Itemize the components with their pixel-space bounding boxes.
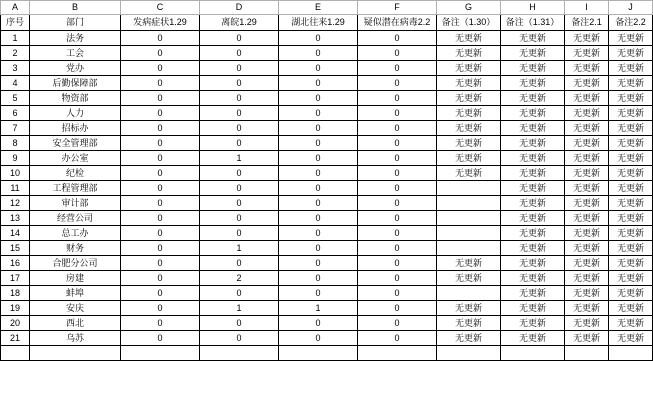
table-cell[interactable]: 无更新: [609, 286, 653, 301]
table-cell[interactable]: 12: [1, 196, 30, 211]
table-cell[interactable]: 无更新: [437, 61, 501, 76]
column-header-h[interactable]: H: [501, 1, 565, 15]
table-cell[interactable]: 0: [121, 76, 200, 91]
table-cell[interactable]: 西北: [30, 316, 121, 331]
table-cell[interactable]: 0: [121, 46, 200, 61]
table-row[interactable]: [1, 166, 653, 181]
table-cell[interactable]: 无更新: [501, 316, 565, 331]
table-cell[interactable]: 1: [1, 31, 30, 46]
table-cell[interactable]: 21: [1, 331, 30, 346]
column-header-a[interactable]: A: [1, 1, 30, 15]
table-cell[interactable]: 无更新: [565, 271, 609, 286]
table-cell[interactable]: 无更新: [565, 91, 609, 106]
table-cell[interactable]: 0: [121, 331, 200, 346]
table-cell[interactable]: 无更新: [501, 106, 565, 121]
table-cell[interactable]: [200, 346, 279, 361]
table-header-cell[interactable]: 备注2.1: [565, 15, 609, 31]
table-cell[interactable]: 0: [358, 286, 437, 301]
table-cell[interactable]: 16: [1, 256, 30, 271]
table-cell[interactable]: 无更新: [609, 226, 653, 241]
table-cell[interactable]: 无更新: [609, 196, 653, 211]
table-cell[interactable]: 0: [121, 301, 200, 316]
table-cell[interactable]: [565, 346, 609, 361]
table-cell[interactable]: 无更新: [565, 196, 609, 211]
column-header-g[interactable]: G: [437, 1, 501, 15]
table-cell[interactable]: 0: [121, 151, 200, 166]
table-cell[interactable]: 无更新: [565, 106, 609, 121]
table-cell[interactable]: 无更新: [437, 136, 501, 151]
table-cell[interactable]: 4: [1, 76, 30, 91]
table-row[interactable]: [1, 196, 653, 211]
table-cell[interactable]: 无更新: [501, 181, 565, 196]
table-cell[interactable]: 0: [279, 331, 358, 346]
table-cell[interactable]: 无更新: [565, 151, 609, 166]
table-row[interactable]: [1, 31, 653, 46]
table-cell[interactable]: 工程管理部: [30, 181, 121, 196]
table-cell[interactable]: 0: [358, 331, 437, 346]
column-header-c[interactable]: C: [121, 1, 200, 15]
table-row[interactable]: [1, 121, 653, 136]
table-cell[interactable]: 0: [358, 271, 437, 286]
table-cell[interactable]: 无更新: [501, 76, 565, 91]
table-cell[interactable]: 无更新: [609, 91, 653, 106]
table-cell[interactable]: 1: [200, 151, 279, 166]
table-cell[interactable]: 0: [200, 136, 279, 151]
table-cell[interactable]: 无更新: [501, 61, 565, 76]
table-cell[interactable]: 0: [121, 196, 200, 211]
table-cell[interactable]: 0: [358, 61, 437, 76]
table-cell[interactable]: 0: [121, 271, 200, 286]
table-cell[interactable]: 0: [121, 31, 200, 46]
table-row[interactable]: [1, 241, 653, 256]
table-cell[interactable]: 无更新: [437, 166, 501, 181]
table-cell[interactable]: 0: [121, 211, 200, 226]
table-cell[interactable]: 物资部: [30, 91, 121, 106]
table-cell[interactable]: [437, 241, 501, 256]
table-cell[interactable]: 0: [358, 46, 437, 61]
table-header-row: [1, 15, 653, 31]
table-cell[interactable]: 0: [358, 196, 437, 211]
table-header-cell[interactable]: 离皖1.29: [200, 15, 279, 31]
table-cell[interactable]: 无更新: [437, 106, 501, 121]
table-cell[interactable]: 0: [279, 136, 358, 151]
table-cell[interactable]: 无更新: [609, 136, 653, 151]
table-cell[interactable]: 无更新: [501, 241, 565, 256]
table-cell[interactable]: 无更新: [501, 301, 565, 316]
table-cell[interactable]: 党办: [30, 61, 121, 76]
table-cell[interactable]: 0: [358, 166, 437, 181]
table-cell[interactable]: 无更新: [565, 211, 609, 226]
table-cell[interactable]: 房建: [30, 271, 121, 286]
table-row[interactable]: [1, 271, 653, 286]
table-cell[interactable]: 无更新: [565, 181, 609, 196]
table-cell[interactable]: 无更新: [565, 31, 609, 46]
table-cell[interactable]: 无更新: [501, 166, 565, 181]
table-cell[interactable]: 无更新: [437, 316, 501, 331]
table-cell[interactable]: 无更新: [609, 61, 653, 76]
table-cell[interactable]: 0: [279, 316, 358, 331]
table-header-cell[interactable]: 备注（1.30）: [437, 15, 501, 31]
table-cell[interactable]: 无更新: [501, 31, 565, 46]
table-cell[interactable]: 无更新: [437, 121, 501, 136]
table-cell[interactable]: 无更新: [437, 271, 501, 286]
table-cell[interactable]: 无更新: [501, 136, 565, 151]
table-cell[interactable]: [609, 346, 653, 361]
table-row[interactable]: [1, 331, 653, 346]
table-cell[interactable]: 无更新: [609, 331, 653, 346]
table-cell[interactable]: 办公室: [30, 151, 121, 166]
table-cell[interactable]: 0: [279, 256, 358, 271]
table-cell[interactable]: 无更新: [565, 226, 609, 241]
table-cell[interactable]: 0: [121, 286, 200, 301]
table-cell[interactable]: 9: [1, 151, 30, 166]
table-header-cell[interactable]: 序号: [1, 15, 30, 31]
table-cell[interactable]: 无更新: [565, 286, 609, 301]
table-cell[interactable]: 无更新: [437, 76, 501, 91]
table-cell[interactable]: 0: [279, 46, 358, 61]
table-cell[interactable]: 0: [279, 91, 358, 106]
table-cell[interactable]: 1: [200, 241, 279, 256]
table-cell[interactable]: 无更新: [437, 46, 501, 61]
table-cell[interactable]: 无更新: [501, 91, 565, 106]
table-cell[interactable]: 0: [121, 121, 200, 136]
table-cell[interactable]: 审计部: [30, 196, 121, 211]
table-cell[interactable]: 0: [358, 151, 437, 166]
table-cell[interactable]: 无更新: [565, 166, 609, 181]
table-cell[interactable]: 0: [279, 151, 358, 166]
table-cell[interactable]: 无更新: [565, 136, 609, 151]
table-cell[interactable]: 0: [279, 166, 358, 181]
table-cell[interactable]: 0: [121, 136, 200, 151]
table-cell[interactable]: 无更新: [565, 121, 609, 136]
table-row[interactable]: [1, 256, 653, 271]
table-cell[interactable]: 蚌埠: [30, 286, 121, 301]
table-cell[interactable]: 安庆: [30, 301, 121, 316]
table-cell[interactable]: 0: [121, 181, 200, 196]
table-cell[interactable]: 无更新: [609, 301, 653, 316]
table-cell[interactable]: 无更新: [609, 181, 653, 196]
table-cell[interactable]: 0: [200, 31, 279, 46]
table-cell[interactable]: 无更新: [609, 121, 653, 136]
table-cell[interactable]: 0: [200, 256, 279, 271]
table-cell[interactable]: [358, 346, 437, 361]
table-cell[interactable]: 无更新: [565, 241, 609, 256]
table-cell[interactable]: 0: [279, 241, 358, 256]
table-cell[interactable]: 无更新: [501, 286, 565, 301]
table-cell[interactable]: 0: [279, 76, 358, 91]
table-cell[interactable]: 2: [200, 271, 279, 286]
table-cell[interactable]: 无更新: [501, 271, 565, 286]
table-cell[interactable]: 18: [1, 286, 30, 301]
table-cell[interactable]: 工会: [30, 46, 121, 61]
table-row[interactable]: [1, 286, 653, 301]
table-cell[interactable]: 0: [358, 316, 437, 331]
table-cell[interactable]: 无更新: [501, 151, 565, 166]
table-cell[interactable]: 乌苏: [30, 331, 121, 346]
table-cell[interactable]: 财务: [30, 241, 121, 256]
table-header-cell[interactable]: 湖北往来1.29: [279, 15, 358, 31]
table-cell[interactable]: 0: [200, 76, 279, 91]
table-cell[interactable]: 经营公司: [30, 211, 121, 226]
table-cell[interactable]: 0: [358, 31, 437, 46]
table-row[interactable]: [1, 301, 653, 316]
table-row[interactable]: [1, 226, 653, 241]
table-cell[interactable]: 0: [200, 286, 279, 301]
table-cell[interactable]: 20: [1, 316, 30, 331]
table-cell[interactable]: 无更新: [501, 46, 565, 61]
table-cell[interactable]: 法务: [30, 31, 121, 46]
table-cell[interactable]: 0: [121, 166, 200, 181]
table-cell[interactable]: 0: [358, 241, 437, 256]
table-row[interactable]: [1, 211, 653, 226]
table-cell[interactable]: 0: [279, 286, 358, 301]
table-cell[interactable]: 8: [1, 136, 30, 151]
table-cell[interactable]: 13: [1, 211, 30, 226]
table-cell[interactable]: 5: [1, 91, 30, 106]
table-cell[interactable]: 0: [121, 91, 200, 106]
table-cell[interactable]: 3: [1, 61, 30, 76]
table-cell[interactable]: 合肥分公司: [30, 256, 121, 271]
table-header-cell[interactable]: 部门: [30, 15, 121, 31]
table-cell[interactable]: 0: [200, 106, 279, 121]
table-cell[interactable]: [1, 346, 30, 361]
table-cell[interactable]: 0: [121, 106, 200, 121]
table-cell[interactable]: 10: [1, 166, 30, 181]
table-cell[interactable]: 无更新: [565, 256, 609, 271]
table-cell[interactable]: 人力: [30, 106, 121, 121]
table-cell[interactable]: [437, 346, 501, 361]
table-header-cell[interactable]: 发病症状1.29: [121, 15, 200, 31]
table-cell[interactable]: 无更新: [609, 46, 653, 61]
table-cell[interactable]: 无更新: [437, 331, 501, 346]
table-cell[interactable]: 0: [279, 106, 358, 121]
table-cell[interactable]: 无更新: [437, 256, 501, 271]
table-cell[interactable]: 0: [200, 46, 279, 61]
table-cell[interactable]: 后勤保障部: [30, 76, 121, 91]
table-cell[interactable]: 无更新: [501, 256, 565, 271]
table-row[interactable]: [1, 181, 653, 196]
table-cell[interactable]: 14: [1, 226, 30, 241]
table-row[interactable]: [1, 151, 653, 166]
table-header-cell[interactable]: 疑似潜在病毒2.2: [358, 15, 437, 31]
table-cell[interactable]: 安全管理部: [30, 136, 121, 151]
table-cell[interactable]: 0: [358, 211, 437, 226]
table-cell[interactable]: 0: [200, 316, 279, 331]
column-header-j[interactable]: J: [609, 1, 653, 15]
table-cell[interactable]: 无更新: [437, 91, 501, 106]
table-cell[interactable]: 无更新: [501, 331, 565, 346]
table-row[interactable]: [1, 91, 653, 106]
column-header-b[interactable]: B: [30, 1, 121, 15]
table-cell[interactable]: 无更新: [501, 121, 565, 136]
table-cell[interactable]: 0: [200, 211, 279, 226]
table-cell[interactable]: 无更新: [609, 211, 653, 226]
table-cell[interactable]: 招标办: [30, 121, 121, 136]
table-cell[interactable]: 无更新: [565, 331, 609, 346]
table-cell[interactable]: 0: [121, 226, 200, 241]
table-cell[interactable]: 0: [200, 196, 279, 211]
table-cell[interactable]: 0: [358, 136, 437, 151]
table-cell[interactable]: 0: [279, 181, 358, 196]
table-cell[interactable]: 无更新: [609, 241, 653, 256]
table-cell[interactable]: 0: [358, 256, 437, 271]
table-cell[interactable]: 0: [200, 166, 279, 181]
table-cell[interactable]: [30, 346, 121, 361]
table-cell[interactable]: 2: [1, 46, 30, 61]
table-row[interactable]: [1, 61, 653, 76]
table-cell[interactable]: [437, 196, 501, 211]
table-cell[interactable]: 0: [358, 226, 437, 241]
table-cell[interactable]: [501, 346, 565, 361]
table-cell[interactable]: 0: [200, 121, 279, 136]
table-cell[interactable]: 11: [1, 181, 30, 196]
table-cell[interactable]: 0: [200, 331, 279, 346]
table-row[interactable]: [1, 106, 653, 121]
table-row[interactable]: [1, 136, 653, 151]
table-cell[interactable]: 0: [121, 256, 200, 271]
table-cell[interactable]: 无更新: [501, 211, 565, 226]
table-cell[interactable]: 无更新: [609, 271, 653, 286]
table-cell[interactable]: 无更新: [609, 31, 653, 46]
table-cell[interactable]: 0: [200, 61, 279, 76]
table-row[interactable]: [1, 76, 653, 91]
table-cell[interactable]: 纪检: [30, 166, 121, 181]
table-cell[interactable]: [437, 286, 501, 301]
table-cell[interactable]: 无更新: [565, 46, 609, 61]
table-cell[interactable]: [279, 346, 358, 361]
table-cell[interactable]: 无更新: [609, 151, 653, 166]
table-cell[interactable]: [437, 226, 501, 241]
table-cell[interactable]: 无更新: [565, 61, 609, 76]
column-header-d[interactable]: D: [200, 1, 279, 15]
table-cell[interactable]: 1: [279, 301, 358, 316]
table-cell[interactable]: 15: [1, 241, 30, 256]
column-header-f[interactable]: F: [358, 1, 437, 15]
column-header-e[interactable]: E: [279, 1, 358, 15]
table-cell[interactable]: 无更新: [609, 166, 653, 181]
column-header-i[interactable]: I: [565, 1, 609, 15]
table-cell[interactable]: 7: [1, 121, 30, 136]
table-cell[interactable]: 0: [358, 301, 437, 316]
table-cell[interactable]: [121, 346, 200, 361]
table-cell[interactable]: 无更新: [565, 316, 609, 331]
table-cell[interactable]: 无更新: [609, 256, 653, 271]
column-header-row: [1, 1, 653, 15]
table-cell[interactable]: 0: [200, 226, 279, 241]
table-cell[interactable]: 0: [279, 196, 358, 211]
table-cell[interactable]: [437, 211, 501, 226]
table-cell[interactable]: [437, 181, 501, 196]
table-cell[interactable]: 0: [121, 61, 200, 76]
table-cell[interactable]: 0: [279, 226, 358, 241]
table-row[interactable]: [1, 316, 653, 331]
table-cell[interactable]: 无更新: [565, 301, 609, 316]
table-cell[interactable]: 无更新: [565, 76, 609, 91]
table-cell[interactable]: 6: [1, 106, 30, 121]
table-cell[interactable]: 0: [358, 91, 437, 106]
table-cell[interactable]: 0: [200, 181, 279, 196]
table-cell[interactable]: 0: [358, 76, 437, 91]
table-cell[interactable]: 无更新: [609, 316, 653, 331]
table-cell[interactable]: 0: [279, 211, 358, 226]
table-cell[interactable]: 1: [200, 301, 279, 316]
table-row[interactable]: [1, 346, 653, 361]
table-cell[interactable]: 无更新: [609, 76, 653, 91]
table-cell[interactable]: 无更新: [609, 106, 653, 121]
table-cell[interactable]: 0: [358, 106, 437, 121]
table-row[interactable]: [1, 46, 653, 61]
table-cell[interactable]: 19: [1, 301, 30, 316]
table-cell[interactable]: 0: [358, 181, 437, 196]
table-cell[interactable]: 17: [1, 271, 30, 286]
table-cell[interactable]: 无更新: [437, 301, 501, 316]
table-cell[interactable]: 0: [279, 121, 358, 136]
table-header-cell[interactable]: 备注（1.31）: [501, 15, 565, 31]
table-header-cell[interactable]: 备注2.2: [609, 15, 653, 31]
table-cell[interactable]: 0: [358, 121, 437, 136]
table-cell[interactable]: 0: [121, 241, 200, 256]
table-cell[interactable]: 0: [121, 316, 200, 331]
table-cell[interactable]: 0: [200, 91, 279, 106]
table-cell[interactable]: 无更新: [501, 226, 565, 241]
table-cell[interactable]: 无更新: [501, 196, 565, 211]
table-cell[interactable]: 0: [279, 271, 358, 286]
table-cell[interactable]: 总工办: [30, 226, 121, 241]
table-cell[interactable]: 无更新: [437, 151, 501, 166]
table-cell[interactable]: 0: [279, 31, 358, 46]
table-cell[interactable]: 0: [279, 61, 358, 76]
table-cell[interactable]: 无更新: [437, 31, 501, 46]
